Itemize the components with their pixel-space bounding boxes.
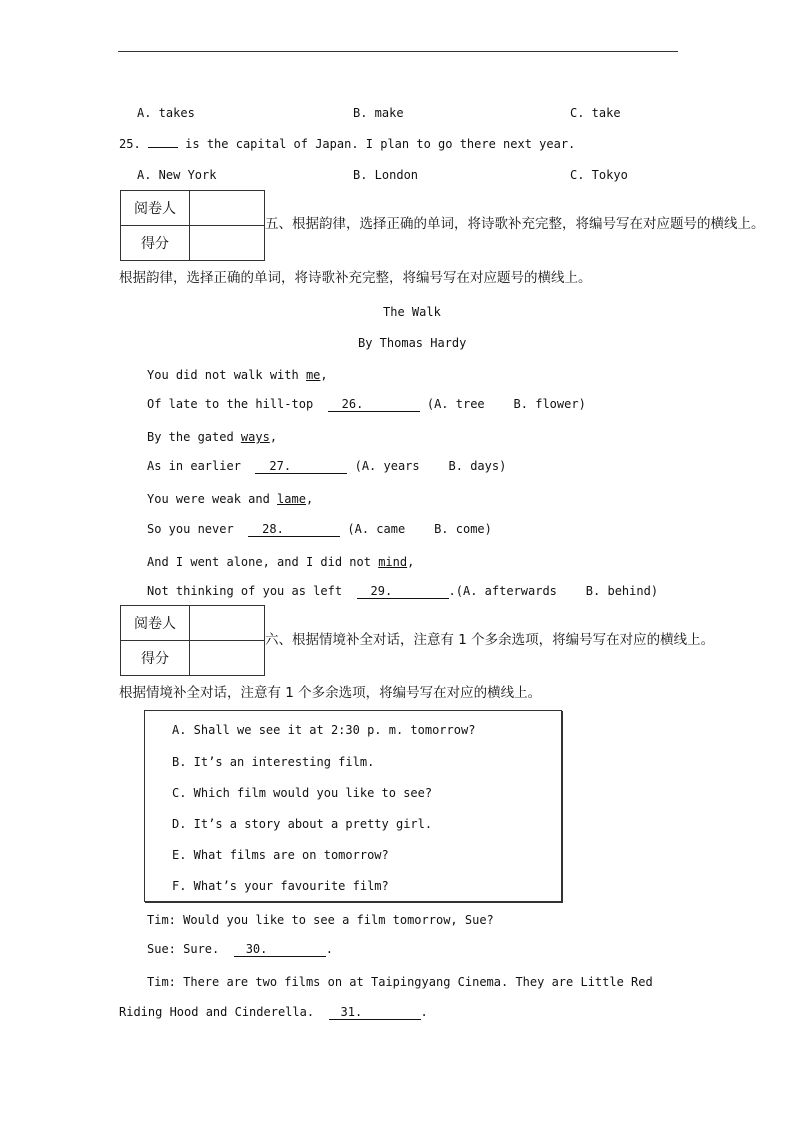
score-cell[interactable]	[190, 226, 265, 261]
poem-line-6: So you never 28. (A. came B. come)	[147, 522, 492, 536]
poem-title: The Walk	[383, 305, 441, 319]
q25-option-b: B. London	[353, 168, 419, 182]
answer-blank-26[interactable]: 26.	[328, 397, 420, 412]
dialogue-option-f: F. What’s your favourite film?	[172, 879, 389, 893]
answer-blank-30[interactable]: 30.	[234, 942, 326, 957]
dialogue-option-e: E. What films are on tomorrow?	[172, 848, 389, 862]
answer-blank-29[interactable]: 29.	[357, 584, 449, 599]
score-label: 得分	[121, 226, 190, 261]
answer-blank-31[interactable]: 31.	[329, 1005, 421, 1020]
header-rule	[118, 51, 678, 52]
choice-options: (A. tree B. flower)	[426, 397, 586, 411]
q24-option-c: C. take	[570, 106, 621, 120]
q25-option-a: A. New York	[137, 168, 217, 182]
answer-blank-27[interactable]: 27.	[255, 459, 347, 474]
q24-option-b: B. make	[353, 106, 404, 120]
poem-author: By Thomas Hardy	[358, 336, 467, 350]
dialogue-line-tim-1: Tim: Would you like to see a film tomorrow, Sue?	[147, 913, 494, 927]
rhyme-word: lame	[277, 492, 306, 506]
rhyme-word: ways	[240, 430, 270, 444]
question-text: is the capital of Japan. I plan to go there next year.	[185, 137, 576, 151]
score-table-section6	[120, 605, 265, 676]
question-25	[119, 136, 575, 152]
answer-blank[interactable]	[148, 147, 178, 148]
section6-instruction: 根据情境补全对话，注意有 1 个多余选项，将编号写在对应的横线上。	[119, 685, 542, 701]
score-label: 得分	[121, 641, 190, 676]
dialogue-options-box	[144, 710, 562, 902]
poem-line-1: You did not walk with me,	[147, 368, 328, 382]
dialogue-line-sue-1: Sue: Sure. 30. .	[147, 942, 333, 956]
dialogue-option-d: D. It’s a story about a pretty girl.	[172, 817, 433, 831]
poem-line-3: By the gated ways,	[147, 430, 278, 444]
poem-line-7: And I went alone, and I did not mind,	[147, 555, 415, 569]
rhyme-word: me	[305, 368, 321, 382]
dialogue-option-a: A. Shall we see it at 2:30 p. m. tomorrow?	[172, 723, 476, 737]
poem-line-8: Not thinking of you as left 29. .(A. afterwards B. behind)	[147, 584, 659, 598]
score-cell[interactable]	[190, 641, 265, 676]
choice-options: (A. came B. come)	[347, 522, 492, 536]
poem-line-4: As in earlier 27. (A. years B. days)	[147, 459, 507, 473]
rhyme-word: mind	[378, 555, 408, 569]
answer-blank-28[interactable]: 28.	[248, 522, 340, 537]
dialogue-option-b: B. It’s an interesting film.	[172, 755, 375, 769]
section5-instruction: 根据韵律，选择正确的单词，将诗歌补充完整，将编号写在对应题号的横线上。	[119, 270, 592, 286]
q25-option-c: C. Tokyo	[570, 168, 628, 182]
score-table-section5	[120, 190, 265, 261]
poem-line-5: You were weak and lame,	[147, 492, 314, 506]
reviewer-cell[interactable]	[190, 606, 265, 641]
dialogue-option-c: C. Which film would you like to see?	[172, 786, 433, 800]
choice-options: .(A. afterwards B. behind)	[448, 584, 659, 598]
question-number: 25.	[119, 137, 141, 151]
section5-heading: 五、根据韵律，选择正确的单词，将诗歌补充完整，将编号写在对应题号的横线上。	[265, 216, 765, 232]
reviewer-cell[interactable]	[190, 191, 265, 226]
choice-options: (A. years B. days)	[354, 459, 507, 473]
reviewer-label: 阅卷人	[121, 606, 190, 641]
dialogue-line-tim-2-cont: Riding Hood and Cinderella. 31. .	[119, 1005, 428, 1019]
poem-line-2: Of late to the hill-top 26. (A. tree B. flower)	[147, 397, 586, 411]
section6-heading: 六、根据情境补全对话，注意有 1 个多余选项，将编号写在对应的横线上。	[265, 632, 715, 648]
dialogue-line-tim-2: Tim: There are two films on at Taipingyang Cinema. They are Little Red	[147, 975, 653, 989]
reviewer-label: 阅卷人	[121, 191, 190, 226]
q24-option-a: A. takes	[137, 106, 195, 120]
